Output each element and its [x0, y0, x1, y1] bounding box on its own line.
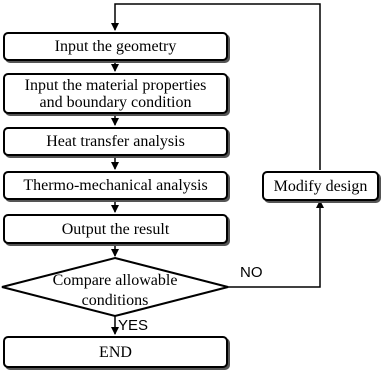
step-thermo-mechanical: [3, 171, 228, 200]
branch-yes-label: YES: [118, 317, 149, 334]
step-end-label: END: [99, 343, 132, 361]
step-input-material: [3, 73, 228, 114]
step-modify-design: [262, 171, 379, 201]
step-modify-design-label: Modify design: [273, 177, 368, 195]
branch-no-label: NO: [240, 264, 263, 281]
decision-label: [20, 271, 210, 311]
decision-label-line1: Compare allowable: [52, 272, 178, 289]
step-input-material-label-2: and boundary condition: [39, 93, 192, 111]
step-heat-transfer: [3, 127, 228, 156]
step-thermo-mechanical-label: Thermo-mechanical analysis: [23, 177, 208, 194]
step-input-geometry-label: Input the geometry: [54, 38, 177, 55]
step-output-result-label: Output the result: [61, 220, 170, 238]
decision-label-line2: conditions: [81, 292, 149, 309]
step-output-result: [3, 214, 228, 244]
step-input-geometry: [3, 32, 228, 61]
step-heat-transfer-label: Heat transfer analysis: [46, 133, 185, 150]
step-end: [3, 336, 228, 368]
step-input-material-label-1: Input the material properties: [24, 76, 207, 94]
